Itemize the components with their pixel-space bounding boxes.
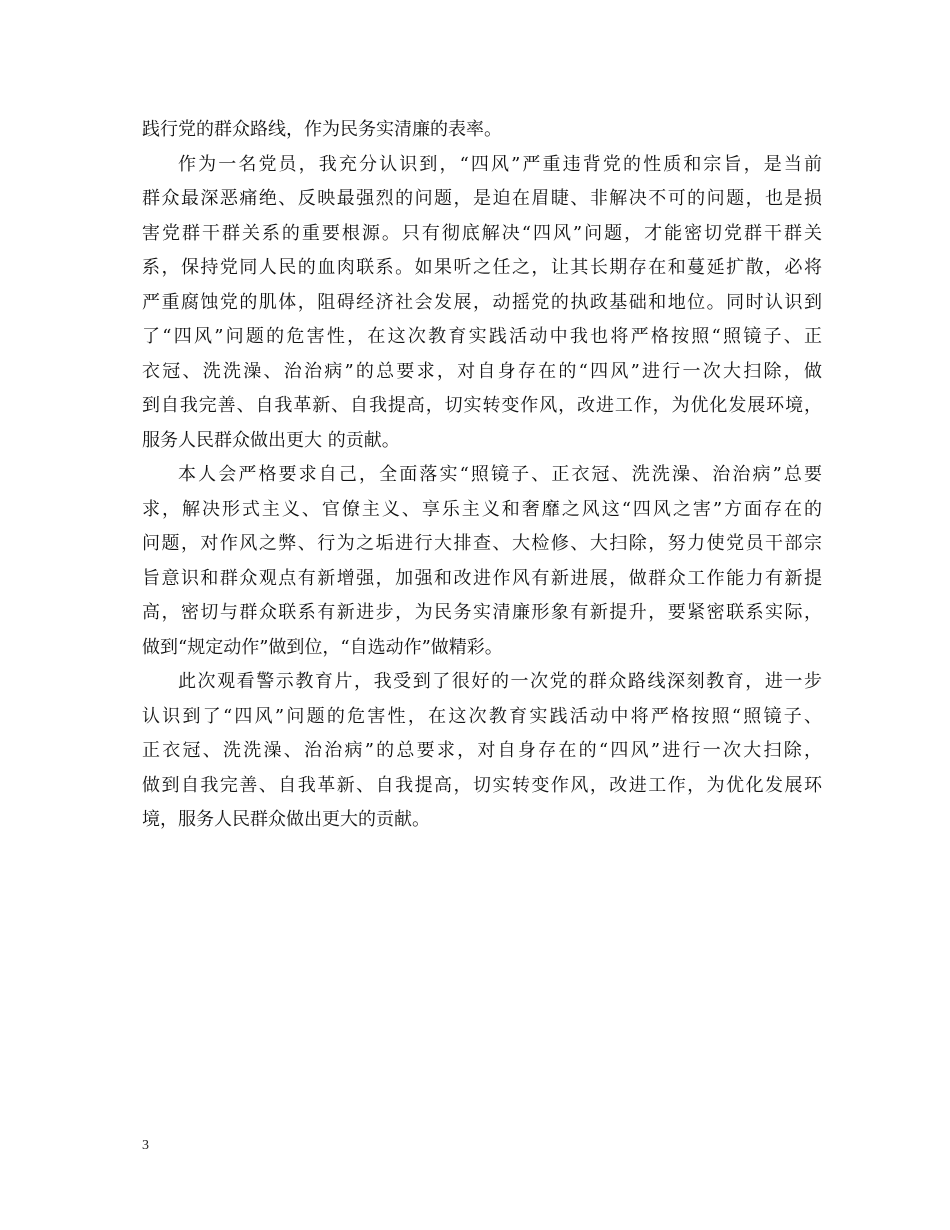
text-line: 做到“规定动作”做到位，“自选动作”做精彩。 bbox=[142, 636, 503, 658]
paragraph bbox=[142, 148, 822, 459]
text-line: 旨意识和群众观点有新增强，加强和改进作风有新进展，做群众工作能力有新提 bbox=[142, 567, 822, 589]
text-line: 认识到了“四风”问题的危害性，在这次教育实践活动中将严格按照“照镜子、 bbox=[142, 705, 822, 727]
text-line: 严重腐蚀党的肌体，阻碍经济社会发展，动摇党的执政基础和地位。同时认识到 bbox=[142, 291, 822, 313]
text-line: 正衣冠、洗洗澡、治治病”的总要求，对自身存在的“四风”进行一次大扫除， bbox=[142, 740, 822, 761]
text-line: 群众最深恶痛绝、反映最强烈的问题，是迫在眉睫、非解决不可的问题，也是损 bbox=[142, 188, 822, 209]
text-line: 害党群干群关系的重要根源。只有彻底解决“四风”问题，才能密切党群干群关 bbox=[142, 222, 822, 244]
text-line: 系，保持党同人民的血肉联系。如果听之任之，让其长期存在和蔓延扩散，必将 bbox=[142, 257, 822, 278]
text-line: 衣冠、洗洗澡、治治病”的总要求，对自身存在的“四风”进行一次大扫除，做 bbox=[142, 360, 822, 382]
text-line: 到自我完善、自我革新、自我提高，切实转变作风，改进工作，为优化发展环境， bbox=[142, 395, 822, 416]
text-line: 高，密切与群众联系有新进步，为民务实清廉形象有新提升，要紧密联系实际， bbox=[142, 602, 822, 623]
page-number: 3 bbox=[142, 1138, 149, 1153]
text-line: 境，服务人民群众做出更大的贡献。 bbox=[142, 809, 430, 830]
document-body bbox=[142, 113, 822, 838]
text-line: 本人会严格要求自己，全面落实“照镜子、正衣冠、洗洗澡、治治病”总要 bbox=[178, 464, 822, 485]
paragraph bbox=[142, 665, 822, 838]
paragraph bbox=[142, 113, 822, 148]
text-line: 服务人民群众做出更大 的贡献。 bbox=[142, 429, 400, 451]
text-line: 作为一名党员，我充分认识到，“四风”严重违背党的性质和宗旨，是当前 bbox=[178, 153, 822, 175]
text-line: 践行党的群众路线，作为民务实清廉的表率。 bbox=[142, 119, 502, 140]
text-line: 了“四风”问题的危害性，在这次教育实践活动中我也将严格按照“照镜子、正 bbox=[142, 326, 822, 347]
text-line: 此次观看警示教育片，我受到了很好的一次党的群众路线深刻教育，进一步 bbox=[178, 671, 822, 692]
text-line: 求，解决形式主义、官僚主义、享乐主义和奢靡之风这“四风之害”方面存在的 bbox=[142, 498, 822, 520]
paragraph bbox=[142, 458, 822, 665]
text-line: 做到自我完善、自我革新、自我提高，切实转变作风，改进工作，为优化发展环 bbox=[142, 774, 822, 796]
text-line: 问题，对作风之弊、行为之垢进行大排查、大检修、大扫除，努力使党员干部宗 bbox=[142, 533, 822, 554]
